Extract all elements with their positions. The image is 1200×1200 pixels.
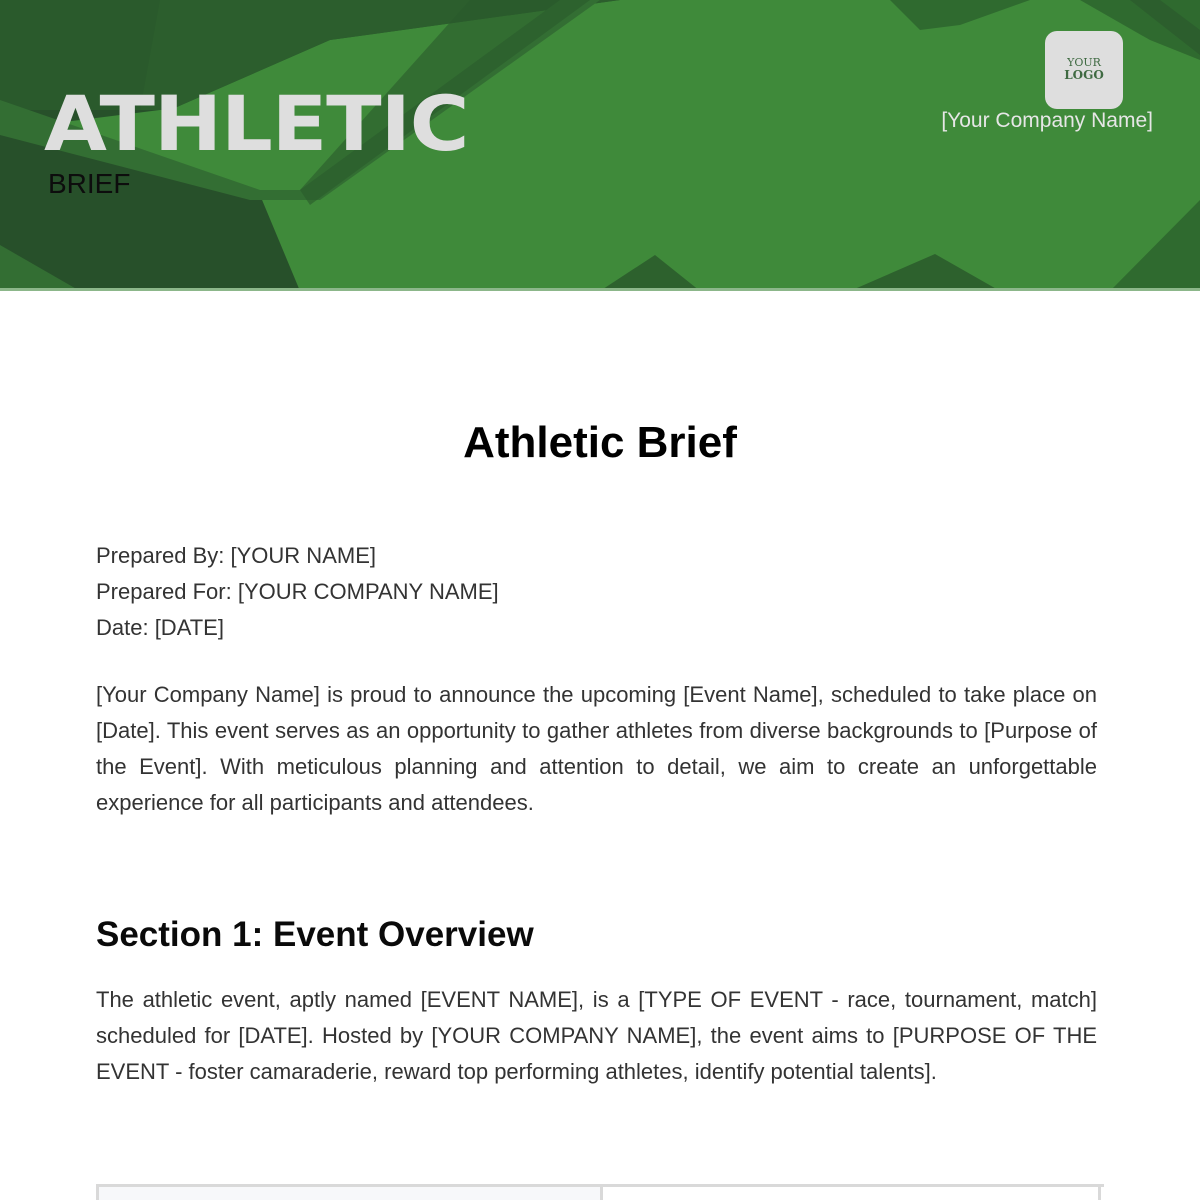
document-meta <box>96 538 499 646</box>
table-cell-header <box>96 1187 600 1200</box>
event-details-table <box>96 1184 1104 1200</box>
prepared-by: Prepared By: [YOUR NAME] <box>96 543 376 568</box>
logo-line-1: YOUR <box>1067 55 1101 69</box>
header-banner <box>0 0 1200 291</box>
table-cell-value <box>600 1187 1101 1200</box>
intro-paragraph: [Your Company Name] is proud to announce the upcoming [Event Name], scheduled to take place on [Date]. This event serves as an opportunity to gather athletes from diverse backgrounds to [Purpose of the Event]. With meticulous planning and attention to detail, we aim to create an unforgettable experience for all participants and attendees. <box>96 682 1097 815</box>
document-date: Date: [DATE] <box>96 615 224 640</box>
company-logo <box>1045 31 1123 109</box>
banner-title: ATHLETIC <box>44 79 469 168</box>
section-1-body: The athletic event, aptly named [EVENT NAME], is a [TYPE OF EVENT - race, tournament, match] scheduled for [DATE]. Hosted by [YOUR COMPANY NAME], the event aims to [PURPOSE OF THE EVENT - foster camaraderie, reward top performing athletes, identify potential talents]. <box>96 987 1097 1084</box>
logo-line-2: LOGO <box>1064 68 1104 83</box>
banner-subtitle: BRIEF <box>48 168 131 199</box>
company-name: [Your Company Name] <box>941 109 1153 132</box>
document-title: Athletic Brief <box>463 418 737 467</box>
prepared-for: Prepared For: [YOUR COMPANY NAME] <box>96 579 499 604</box>
section-1-heading: Section 1: Event Overview <box>96 915 534 954</box>
